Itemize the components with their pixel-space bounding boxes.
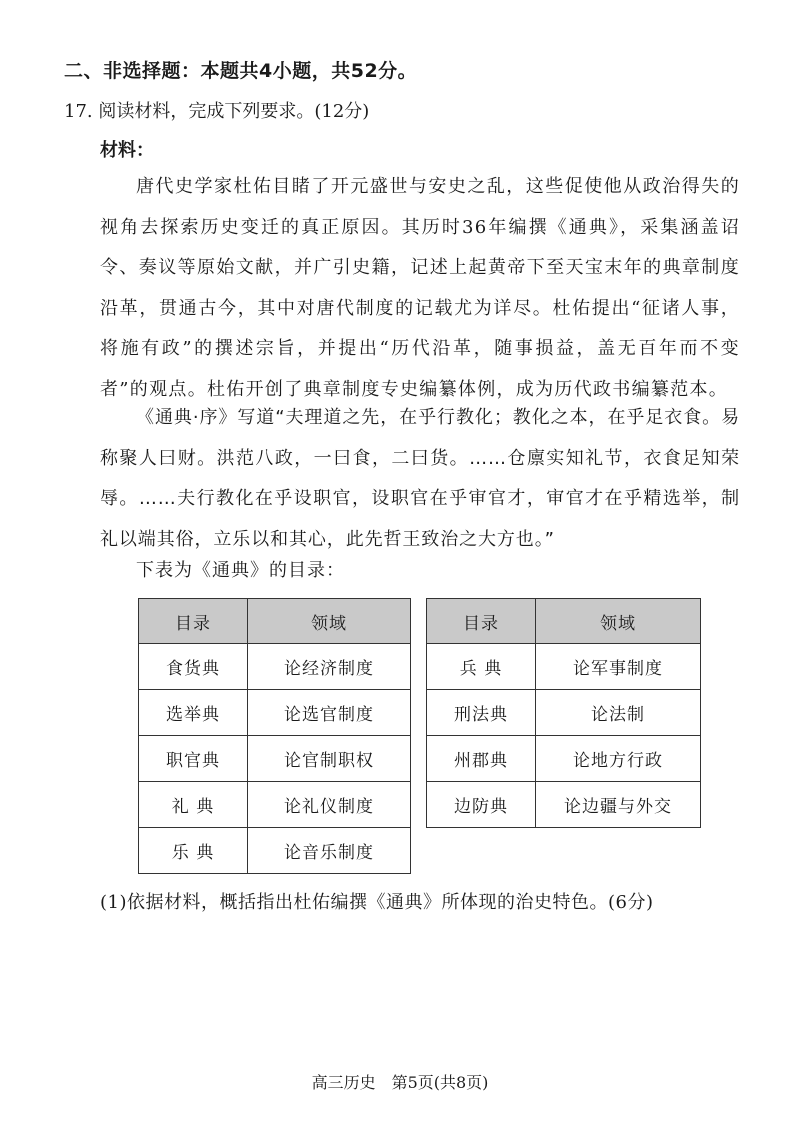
table-row bbox=[139, 690, 411, 736]
table-row bbox=[139, 644, 411, 690]
table-header-row bbox=[139, 599, 411, 644]
catalog-cell: 刑法典 bbox=[427, 690, 536, 736]
table-row bbox=[427, 736, 701, 782]
table-intro: 下表为《通典》的目录： bbox=[136, 560, 345, 581]
domain-cell: 论音乐制度 bbox=[248, 828, 411, 874]
catalog-table-right bbox=[426, 598, 701, 828]
table-header-row bbox=[427, 599, 701, 644]
catalog-cell: 职官典 bbox=[139, 736, 248, 782]
table-row bbox=[427, 690, 701, 736]
section-title: 二、非选择题：本题共4小题，共52分。 bbox=[64, 60, 418, 82]
domain-cell: 论边疆与外交 bbox=[536, 782, 701, 828]
domain-cell: 论选官制度 bbox=[248, 690, 411, 736]
header-catalog: 目录 bbox=[139, 599, 248, 644]
question-header bbox=[64, 97, 369, 123]
domain-cell: 论法制 bbox=[536, 690, 701, 736]
catalog-table-left bbox=[138, 598, 411, 874]
material-paragraph-2: 《通典·序》写道“夫理道之先，在乎行教化；教化之本，在乎足衣食。易称聚人曰财。洪范八政，一曰食，二曰货。……仓廪实知礼节，衣食足知荣辱。……夫行教化在乎设职官，设职官在乎审官才，审官才在乎精选举，制礼以端其俗，立乐以和其心，此先哲王致治之大方也。” bbox=[100, 407, 740, 550]
domain-cell: 论礼仪制度 bbox=[248, 782, 411, 828]
catalog-cell: 州郡典 bbox=[427, 736, 536, 782]
table-row bbox=[139, 828, 411, 874]
header-catalog: 目录 bbox=[427, 599, 536, 644]
table-row bbox=[139, 782, 411, 828]
catalog-cell: 礼 典 bbox=[139, 782, 248, 828]
material-label: 材料： bbox=[100, 140, 154, 161]
question-prompt: 阅读材料，完成下列要求。(12分) bbox=[98, 101, 370, 122]
catalog-cell: 兵 典 bbox=[427, 644, 536, 690]
catalog-cell: 乐 典 bbox=[139, 828, 248, 874]
domain-cell: 论经济制度 bbox=[248, 644, 411, 690]
catalog-cell: 食货典 bbox=[139, 644, 248, 690]
table-row bbox=[139, 736, 411, 782]
domain-cell: 论军事制度 bbox=[536, 644, 701, 690]
catalog-cell: 选举典 bbox=[139, 690, 248, 736]
catalog-cell: 边防典 bbox=[427, 782, 536, 828]
table-row bbox=[427, 782, 701, 828]
header-domain: 领域 bbox=[536, 599, 701, 644]
domain-cell: 论地方行政 bbox=[536, 736, 701, 782]
domain-cell: 论官制职权 bbox=[248, 736, 411, 782]
material-paragraph-1: 唐代史学家杜佑目睹了开元盛世与安史之乱，这些促使他从政治得失的视角去探索历史变迁的真正原因。其历时36年编撰《通典》，采集涵盖诏令、奏议等原始文献，并广引史籍，记述上起黄帝下至天宝末年的典章制度沿革，贯通古今，其中对唐代制度的记载尤为详尽。杜佑提出“征诸人事，将施有政”的撰述宗旨，并提出“历代沿革，随事损益，盖无百年而不变者”的观点。杜佑开创了典章制度专史编纂体例，成为历代政书编纂范本。 bbox=[100, 176, 740, 400]
page-footer: 高三历史 第5页(共8页) bbox=[311, 1073, 489, 1092]
header-domain: 领域 bbox=[248, 599, 411, 644]
table-row bbox=[427, 644, 701, 690]
question-number: 17. bbox=[64, 101, 93, 122]
sub-question-1: (1)依据材料，概括指出杜佑编撰《通典》所体现的治史特色。(6分) bbox=[100, 892, 654, 913]
